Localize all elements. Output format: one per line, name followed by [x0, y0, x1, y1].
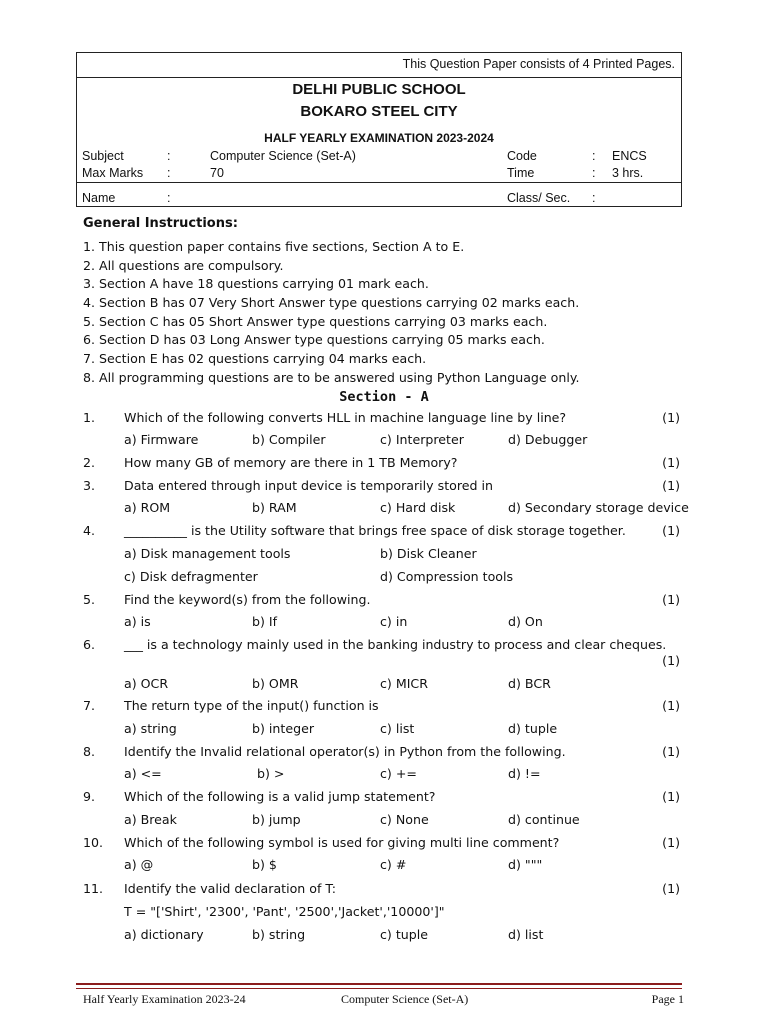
question-text: How many GB of memory are there in 1 TB Memory?	[124, 455, 458, 470]
question-text: Identify the Invalid relational operator(s) in Python from the following.	[124, 744, 566, 759]
question-number: 7.	[83, 698, 96, 713]
code-label: Code	[507, 149, 537, 163]
option-c: c) tuple	[380, 927, 429, 942]
instruction-item: 8. All programming questions are to be answered using Python Language only.	[83, 370, 580, 385]
time-label: Time	[507, 166, 535, 180]
option-c: c) Interpreter	[380, 432, 464, 447]
instruction-item: 2. All questions are compulsory.	[83, 258, 284, 273]
instruction-item: 4. Section B has 07 Very Short Answer type questions carrying 02 marks each.	[83, 295, 580, 310]
question-text: Which of the following is a valid jump statement?	[124, 789, 436, 804]
instructions-title: General Instructions:	[83, 216, 238, 231]
school-name: DELHI PUBLIC SCHOOL	[292, 81, 466, 98]
pages-note: This Question Paper consists of 4 Printed Pages.	[402, 57, 675, 71]
option-b: b) RAM	[252, 500, 297, 515]
option-a: a) Break	[124, 812, 177, 827]
option-a: a) <=	[124, 766, 162, 781]
option-a: a) Firmware	[124, 432, 199, 447]
option-b: b) integer	[252, 721, 314, 736]
page-number: Page 1	[651, 992, 684, 1006]
question-number: 10.	[83, 835, 104, 850]
option-c: c) list	[380, 721, 415, 736]
question-marks: (1)	[662, 744, 680, 759]
question-text: __________ is the Utility software that brings free space of disk storage together.	[124, 523, 626, 538]
option-b: b) Compiler	[252, 432, 326, 447]
option-b: b) jump	[252, 812, 301, 827]
question-number: 8.	[83, 744, 96, 759]
option-b: b) >	[257, 766, 285, 781]
option-d: d) !=	[508, 766, 541, 781]
option-c: c) None	[380, 812, 429, 827]
option-d: d) list	[508, 927, 544, 942]
footer-left: Half Yearly Examination 2023-24	[83, 992, 246, 1006]
question-number: 9.	[83, 789, 96, 804]
section-title: Section - A	[339, 389, 429, 405]
instruction-item: 5. Section C has 05 Short Answer type questions carrying 03 marks each.	[83, 314, 548, 329]
question-text: The return type of the input() function is	[124, 698, 379, 713]
question-text: Find the keyword(s) from the following.	[124, 592, 371, 607]
footer-center: Computer Science (Set-A)	[341, 992, 469, 1006]
option-d: d) Secondary storage device	[508, 500, 689, 515]
option-d: d) Debugger	[508, 432, 588, 447]
question-number: 3.	[83, 478, 96, 493]
option-b: b) OMR	[252, 676, 299, 691]
pages-note-row	[77, 53, 681, 78]
subject-label: Subject	[82, 149, 124, 163]
name-colon: :	[167, 191, 171, 205]
question-text: Data entered through input device is temporarily stored in	[124, 478, 493, 493]
question-number: 5.	[83, 592, 96, 607]
footer-rule-thin	[76, 988, 682, 989]
option-a: a) dictionary	[124, 927, 204, 942]
option-a: a) Disk management tools	[124, 546, 291, 561]
option-a: a) @	[124, 857, 154, 872]
option-d: d) tuple	[508, 721, 558, 736]
option-b: b) string	[252, 927, 306, 942]
option-a: a) OCR	[124, 676, 169, 691]
option-c: c) Hard disk	[380, 500, 456, 515]
subject-value: Computer Science (Set-A)	[210, 149, 356, 163]
option-a: a) ROM	[124, 500, 171, 515]
option-b: b) $	[252, 857, 277, 872]
question-number: 6.	[83, 637, 96, 652]
option-c: c) +=	[380, 766, 417, 781]
question-marks: (1)	[662, 789, 680, 804]
question-marks: (1)	[662, 835, 680, 850]
option-b: b) If	[252, 614, 278, 629]
time-colon: :	[592, 166, 596, 180]
instruction-item: 3. Section A have 18 questions carrying 01 mark each.	[83, 276, 429, 291]
exam-title: HALF YEARLY EXAMINATION 2023-2024	[264, 131, 494, 145]
instruction-item: 1. This question paper contains five sections, Section A to E.	[83, 239, 465, 254]
code-value: ENCS	[612, 149, 647, 163]
question-text: ___ is a technology mainly used in the banking industry to process and clear cheques.	[124, 637, 667, 652]
time-value: 3 hrs.	[612, 166, 644, 180]
question-marks: (1)	[662, 653, 680, 668]
question-text: Identify the valid declaration of T:	[124, 881, 336, 896]
option-a: a) string	[124, 721, 177, 736]
footer-rule	[76, 983, 682, 985]
header-divider	[77, 182, 681, 183]
option-d: d) On	[508, 614, 543, 629]
max-marks-colon: :	[167, 166, 171, 180]
instruction-item: 6. Section D has 03 Long Answer type questions carrying 05 marks each.	[83, 332, 545, 347]
question-marks: (1)	[662, 592, 680, 607]
question-marks: (1)	[662, 478, 680, 493]
question-text: Which of the following symbol is used for giving multi line comment?	[124, 835, 560, 850]
question-text: Which of the following converts HLL in machine language line by line?	[124, 410, 567, 425]
instruction-item: 7. Section E has 02 questions carrying 04 marks each.	[83, 351, 427, 366]
question-code-line: T = "['Shirt', '2300', 'Pant', '2500','Jacket','10000']"	[124, 904, 445, 919]
option-c: c) MICR	[380, 676, 428, 691]
question-marks: (1)	[662, 881, 680, 896]
question-marks: (1)	[662, 455, 680, 470]
exam-header	[76, 52, 682, 207]
option-d: d) BCR	[508, 676, 551, 691]
subject-colon: :	[167, 149, 171, 163]
class-label: Class/ Sec.	[507, 191, 571, 205]
question-number: 2.	[83, 455, 96, 470]
option-c: c) #	[380, 857, 407, 872]
option-b: b) Disk Cleaner	[380, 546, 477, 561]
question-marks: (1)	[662, 698, 680, 713]
option-d: d) continue	[508, 812, 580, 827]
question-number: 1.	[83, 410, 96, 425]
code-colon: :	[592, 149, 596, 163]
max-marks-label: Max Marks	[82, 166, 144, 180]
question-number: 4.	[83, 523, 96, 538]
question-marks: (1)	[662, 410, 680, 425]
class-colon: :	[592, 191, 596, 205]
question-marks: (1)	[662, 523, 680, 538]
max-marks-value: 70	[210, 166, 224, 180]
option-a: a) is	[124, 614, 151, 629]
option-d: d) Compression tools	[380, 569, 514, 584]
school-city: BOKARO STEEL CITY	[300, 103, 458, 120]
option-c: c) in	[380, 614, 408, 629]
question-number: 11.	[83, 881, 104, 896]
option-d: d) """	[508, 857, 543, 872]
name-label: Name	[82, 191, 116, 205]
option-c: c) Disk defragmenter	[124, 569, 258, 584]
